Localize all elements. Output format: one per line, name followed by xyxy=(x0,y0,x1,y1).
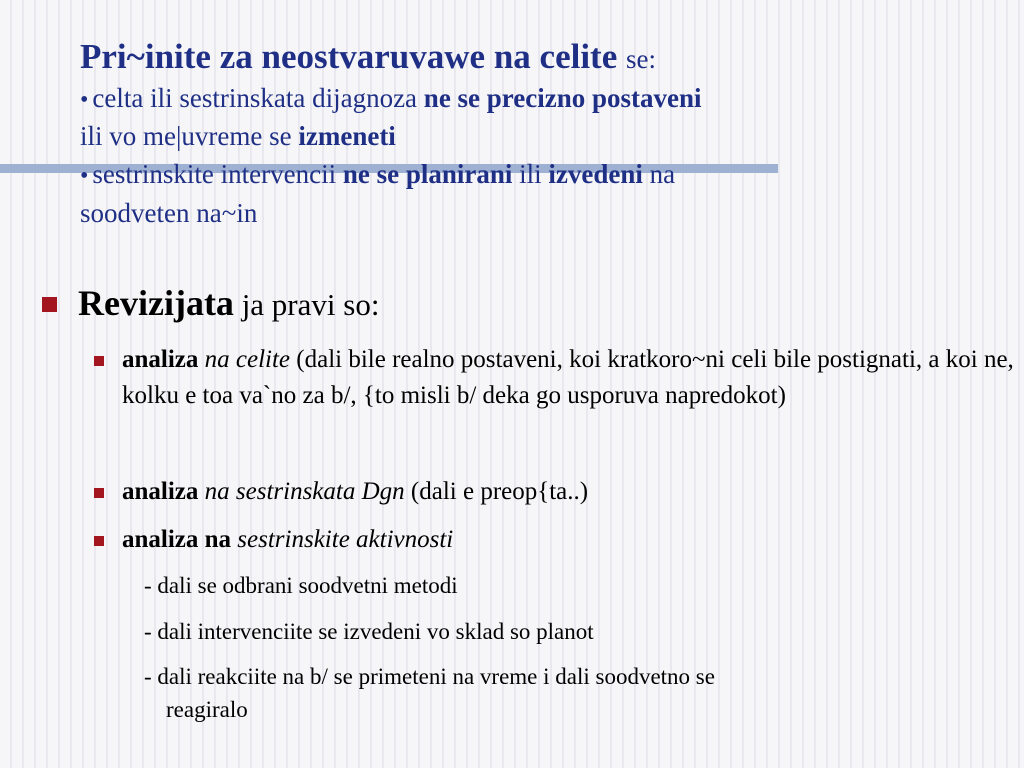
dash-item xyxy=(144,569,1004,602)
dash-item-text: - dali reakciite na b/ se primeteni na vreme i dali soodvetno se xyxy=(144,664,715,689)
title-text: celta ili sestrinskata dijagnoza xyxy=(92,82,418,113)
title-emphasis: ne se precizno postaveni xyxy=(423,82,702,113)
sub-bullet-text xyxy=(122,474,1022,510)
dash-item xyxy=(144,660,1004,727)
title-emphasis: izvedeni xyxy=(548,159,643,190)
sub-bullet-bold: analiza na xyxy=(122,526,232,553)
main-bullet-text xyxy=(78,283,380,323)
dash-item-text: - dali se odbrani soodvetni metodi xyxy=(144,573,458,598)
title-text: ili vo me|uvreme se xyxy=(80,121,292,152)
sub-bullet-rest: (dali e preop{ta..) xyxy=(410,478,589,505)
sub-bullet-bold: analiza xyxy=(122,478,199,505)
bullet-dot-icon: • xyxy=(80,163,89,190)
dash-item xyxy=(144,615,1004,648)
sub-bullet-text xyxy=(122,342,1022,415)
dash-item-text: - dali intervenciite se izvedeni vo sklad so planot xyxy=(144,619,594,644)
sub-bullet-italic: na celite xyxy=(204,346,291,373)
title-tail: se: xyxy=(626,44,656,74)
sub-bullet xyxy=(92,522,1022,558)
dash-item-continuation: reagiralo xyxy=(166,697,248,723)
title-text: sestrinskite intervencii xyxy=(92,159,337,190)
bullet-dot-icon: • xyxy=(80,86,89,113)
square-bullet-icon xyxy=(94,356,104,366)
sub-bullet-italic: sestrinskite aktivnosti xyxy=(237,526,454,553)
title-emphasis: ne se planirani xyxy=(342,159,513,190)
sub-bullet-rest: (dali bile realno postaveni, koi kratkoro~ni celi bile postignati, a koi ne, kolku e toa va`no za b/, {to misli b/ deka go usporuva napredokot) xyxy=(122,346,1014,410)
title-emphasis: izmeneti xyxy=(298,121,396,152)
square-bullet-icon xyxy=(94,536,104,546)
main-bullet xyxy=(40,280,1000,327)
main-bullet-bold: Revizijata xyxy=(78,283,234,323)
title-text: na xyxy=(649,159,676,190)
title-text: ili xyxy=(519,159,542,190)
title-point-1 xyxy=(80,79,1010,156)
square-bullet-icon xyxy=(42,297,57,312)
sub-bullet xyxy=(92,474,1022,510)
main-bullet-rest: ja pravi so: xyxy=(241,287,380,322)
title-main: Pri~inite za neostvaruvawe na celite xyxy=(80,37,618,76)
square-bullet-icon xyxy=(94,488,104,498)
title-heading xyxy=(80,36,1010,79)
sub-bullet-bold: analiza xyxy=(122,346,199,373)
title-text: soodveten na~in xyxy=(80,197,258,228)
sub-bullet-italic: na sestrinskata Dgn xyxy=(204,478,405,505)
sub-bullet-text xyxy=(122,522,1022,558)
sub-bullet xyxy=(92,342,1022,415)
slide-title xyxy=(80,36,1010,232)
title-point-2 xyxy=(80,155,1010,232)
